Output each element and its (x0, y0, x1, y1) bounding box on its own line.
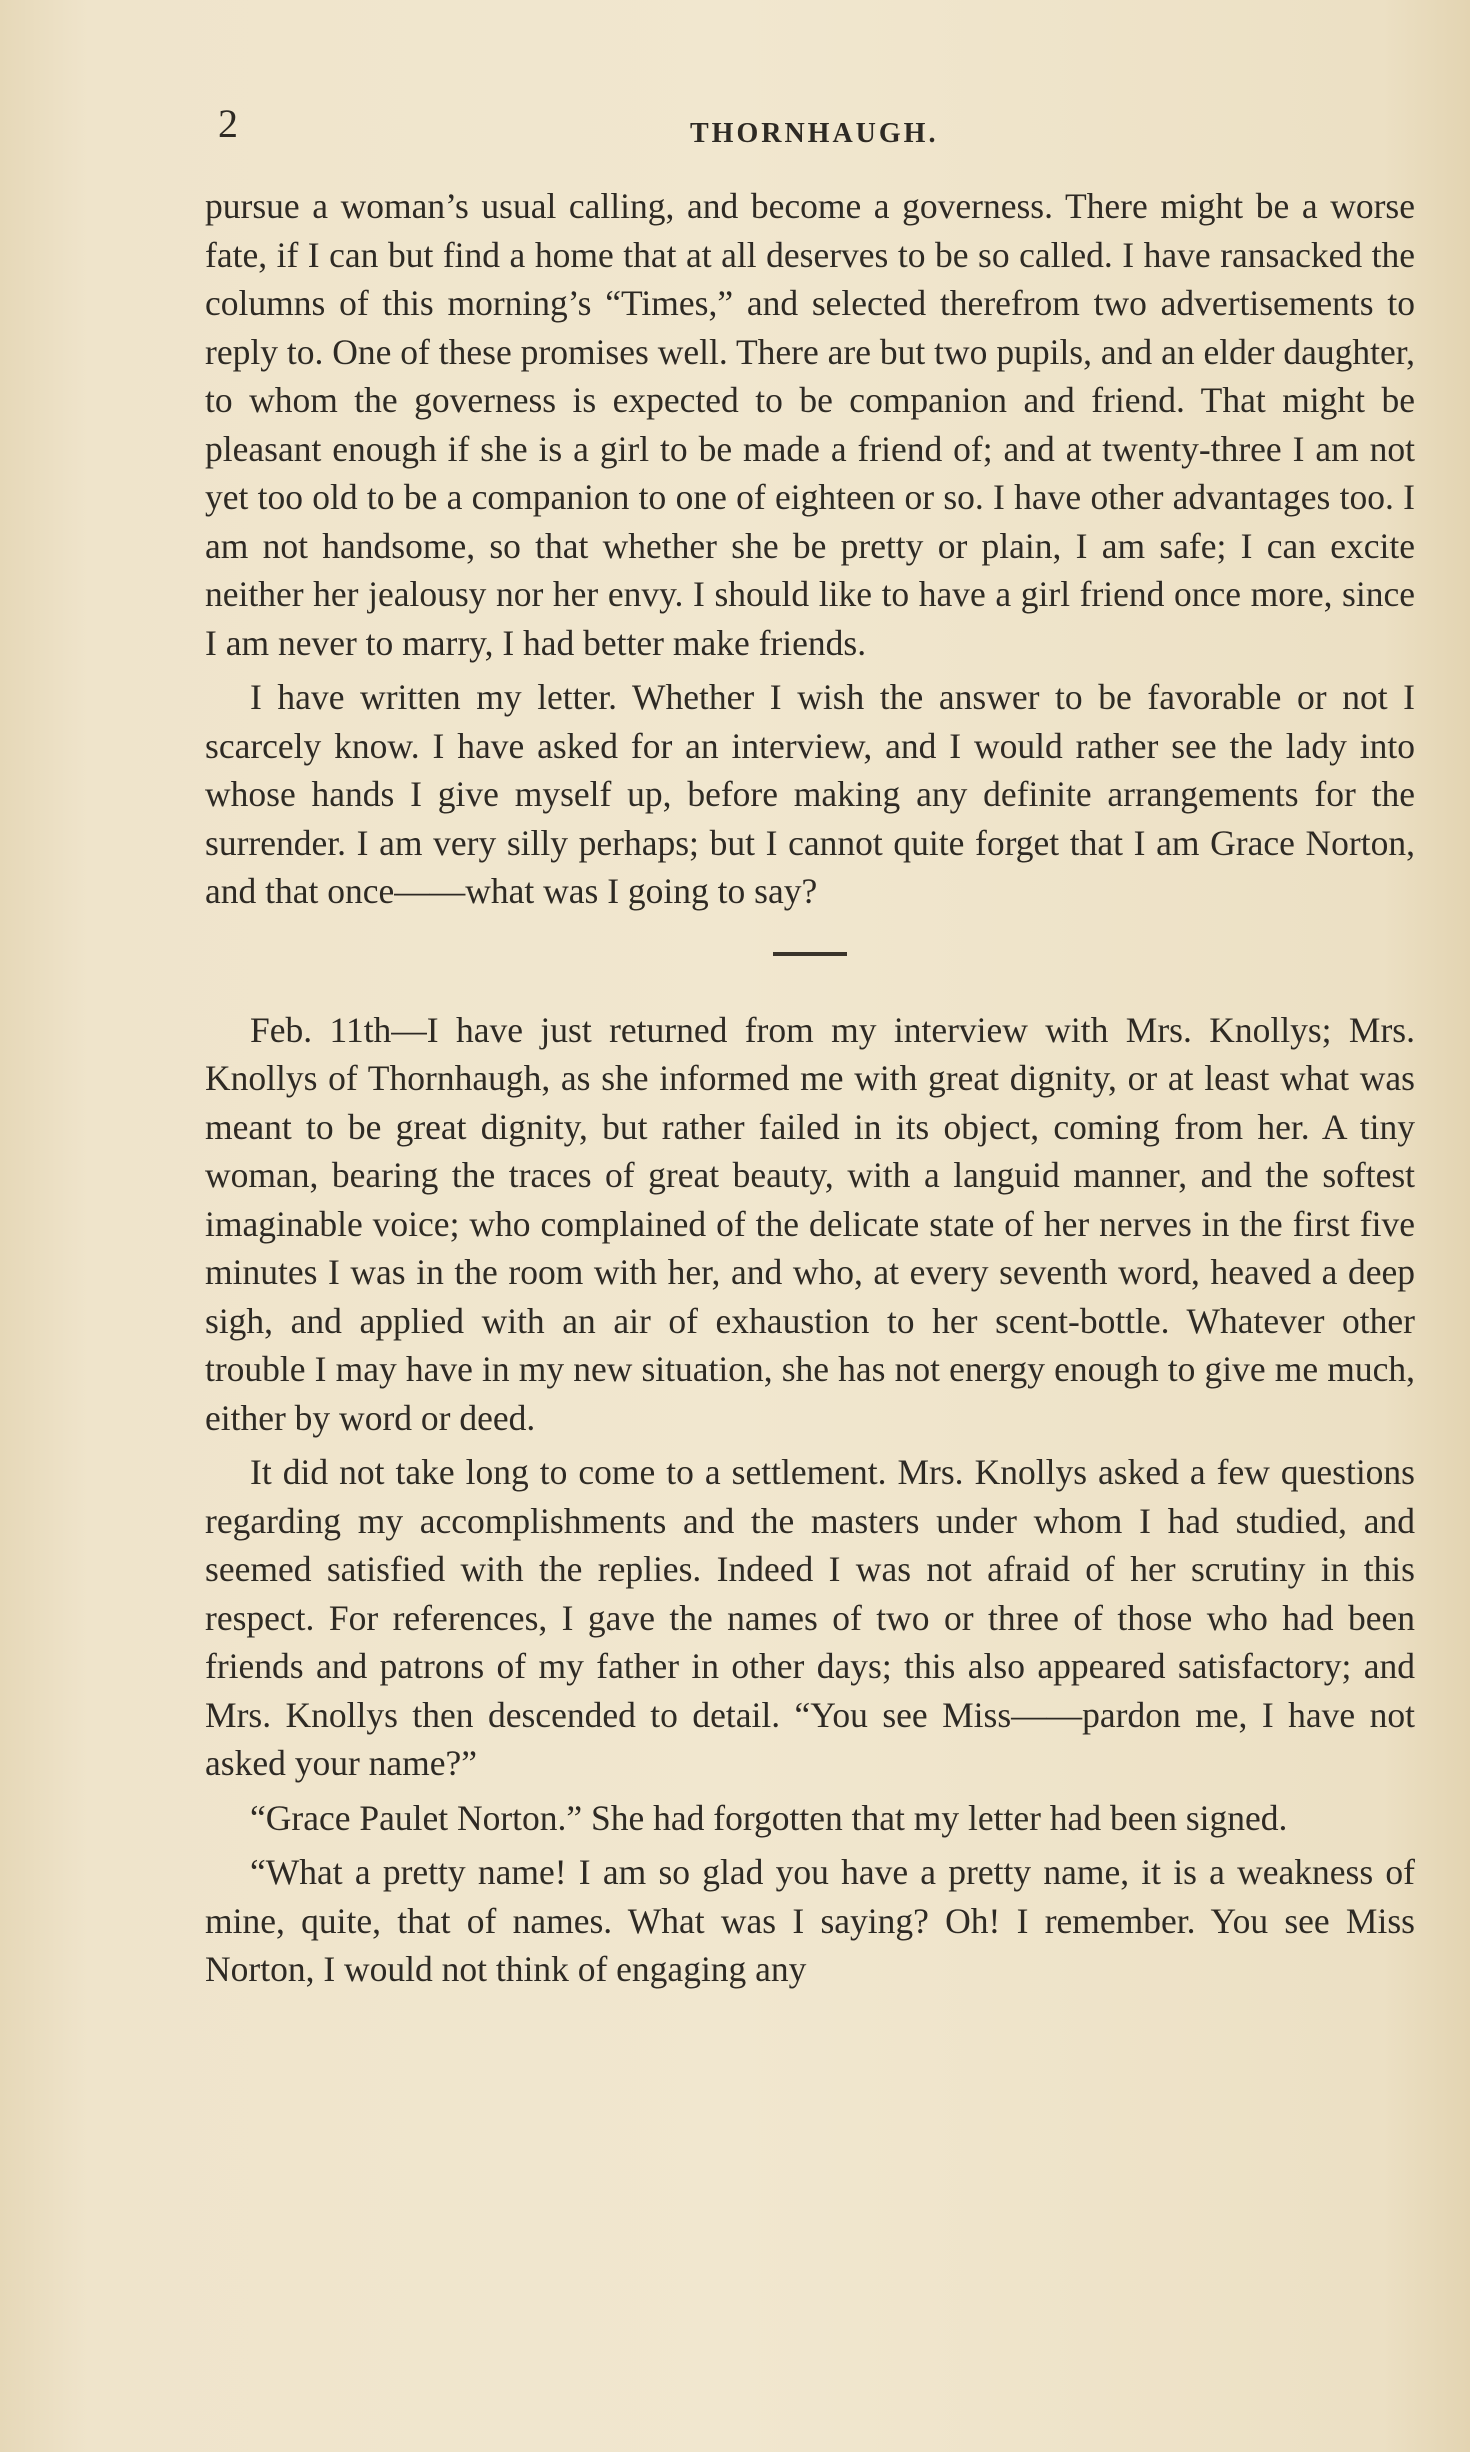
running-title: THORNHAUGH. (690, 118, 939, 149)
page-number: 2 (218, 101, 239, 146)
page-body (205, 182, 1415, 2000)
paragraph: It did not take long to come to a settlement. Mrs. Knollys asked a few questions regarding my accomplishments and the masters under whom I had studied, and seemed satisfied with the replies. Indeed I was not afraid of her scrutiny in this respect. For references, I gave the names of two or three of those who had been friends and patrons of my father in other days; this also appeared satisfactory; and Mrs. Knollys then descended to detail. “You see Miss——pardon me, I have not asked your name?” (205, 1452, 1415, 1783)
paragraph: “What a pretty name! I am so glad you have a pretty name, it is a weakness of mine, quite, that of names. What was I saying? Oh! I remember. You see Miss Norton, I would not think of engaging any (205, 1852, 1415, 1989)
paragraph-continued: pursue a woman’s usual calling, and become a governess. There might be a worse fate, if I can but find a home that at all deserves to be so called. I have ransacked the columns of this morning’s “Times,” and selected therefrom two advertisements to reply to. One of these promises well. There are but two pupils, and an elder daughter, to whom the governess is expected to be companion and friend. That might be pleasant enough if she is a girl to be made a friend of; and at twenty-three I am not yet too old to be a companion to one of eighteen or so. I have other advantages too. I am not handsome, so that whether she be pretty or plain, I am safe; I can excite neither her jealousy nor her envy. I should like to have a girl friend once more, since I am never to marry, I had better make friends. (205, 186, 1415, 663)
paragraph: I have written my letter. Whether I wish the answer to be favorable or not I scarcely know. I have asked for an interview, and I would rather see the lady into whose hands I give myself up, before making any definite arrangements for the surrender. I am very silly perhaps; but I cannot quite forget that I am Grace Norton, and that once——what was I going to say? (205, 677, 1415, 911)
section-separator (773, 952, 847, 956)
paragraph: “Grace Paulet Norton.” She had forgotten that my letter had been signed. (250, 1797, 1288, 1838)
paragraph: Feb. 11th—I have just returned from my interview with Mrs. Knollys; Mrs. Knollys of Thornhaugh, as she informed me with great dignity, or at least what was meant to be great dignity, but rather failed in its object, coming from her. A tiny woman, bearing the traces of great beauty, with a languid manner, and the softest imaginable voice; who complained of the delicate state of her nerves in the first five minutes I was in the room with her, and who, at every seventh word, heaved a deep sigh, and applied with an air of exhaustion to her scent-bottle. Whatever other trouble I may have in my new situation, she has not energy enough to give me much, either by word or deed. (205, 1009, 1415, 1438)
